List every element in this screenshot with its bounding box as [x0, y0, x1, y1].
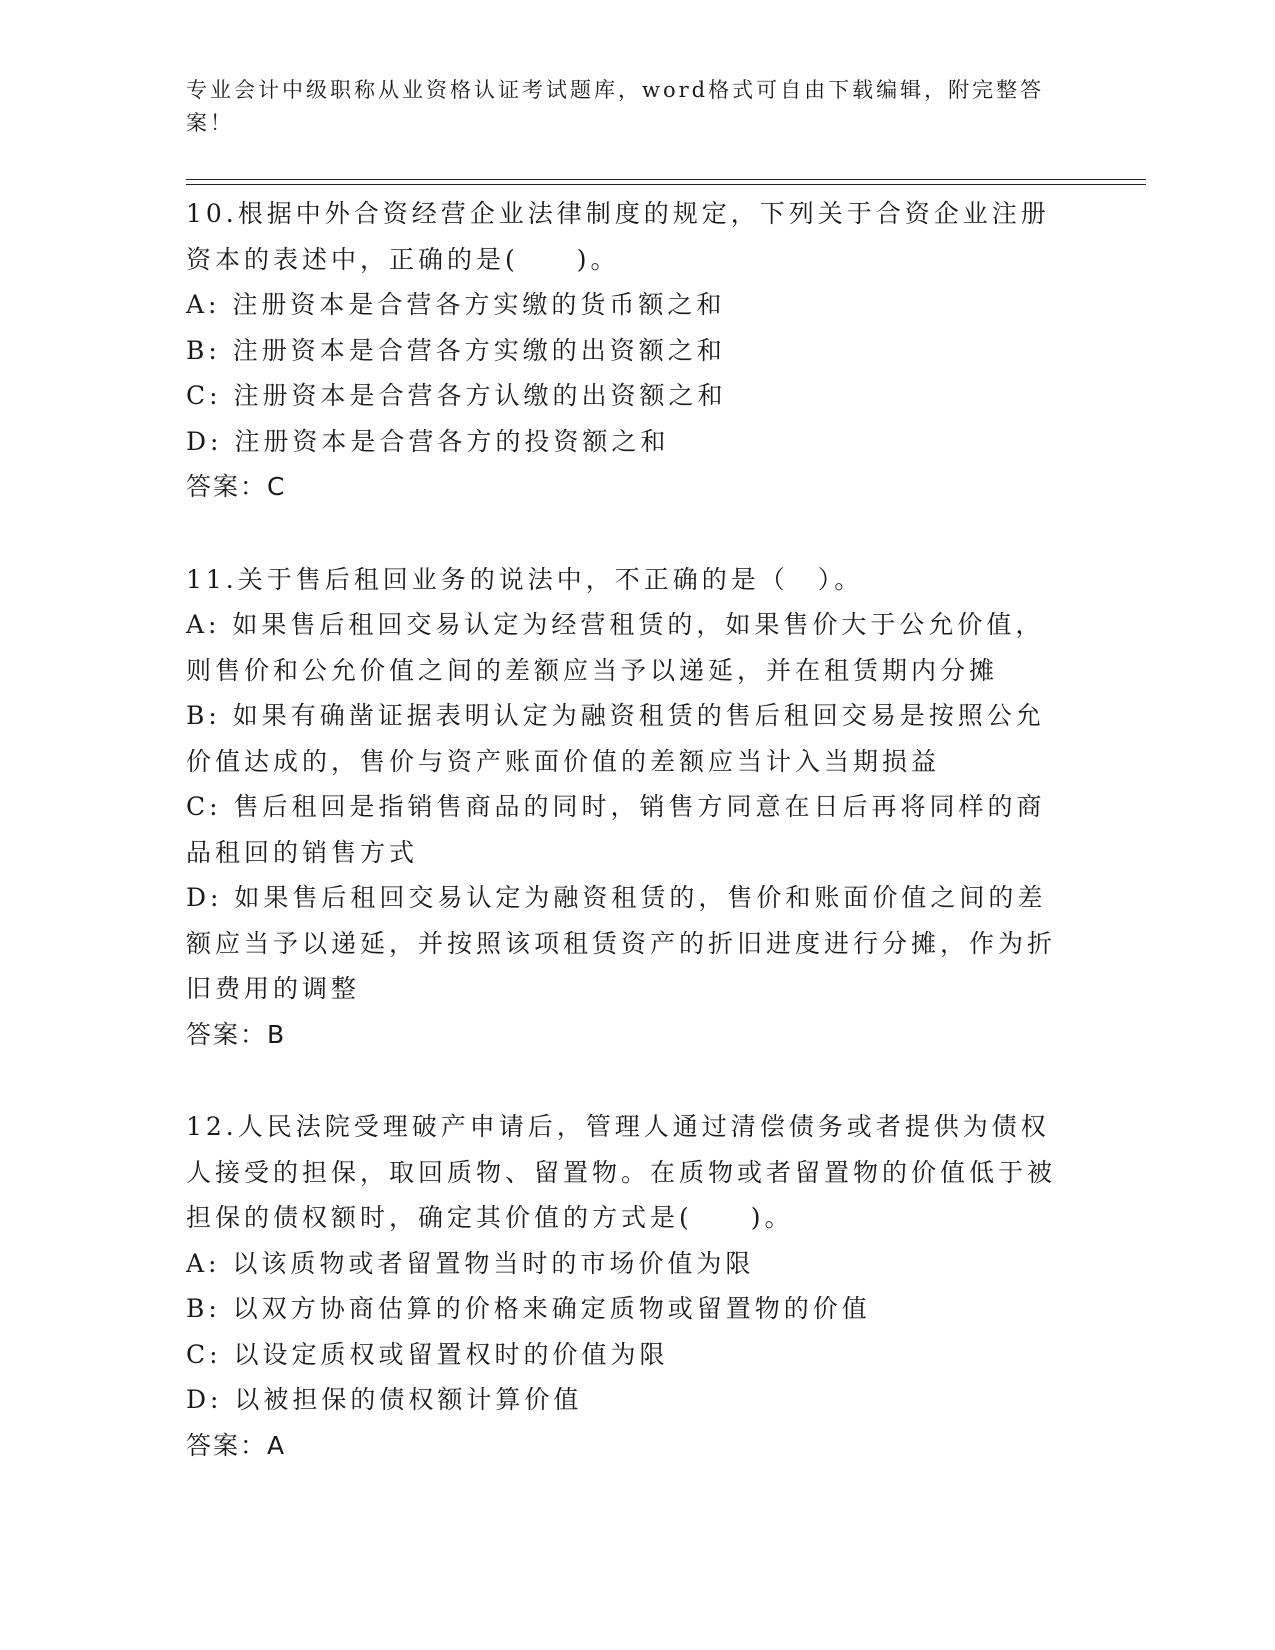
option-b: B: 注册资本是合营各方实缴的出资额之和	[186, 335, 726, 365]
question-10	[186, 191, 1066, 510]
option-d: D: 如果售后租回交易认定为融资租赁的，售价和账面价值之间的差额应当予以递延，并按照该项租赁资产的折旧进度进行分摊，作为折旧费用的调整	[186, 883, 1057, 1003]
question-stem: 10.根据中外合资经营企业法律制度的规定，下列关于合资企业注册资本的表述中，正确的是( )。	[186, 199, 1050, 274]
answer-line: 答案：A	[186, 1430, 287, 1460]
option-d: D: 注册资本是合营各方的投资额之和	[186, 426, 670, 456]
option-b: B: 以双方协商估算的价格来确定质物或留置物的价值	[186, 1294, 871, 1323]
option-c: C: 注册资本是合营各方认缴的出资额之和	[186, 381, 727, 410]
question-12	[186, 1104, 1066, 1468]
option-d: D: 以被担保的债权额计算价值	[186, 1385, 583, 1414]
page-header: 专业会计中级职称从业资格认证考试题库，word格式可自由下载编辑，附完整答案！	[186, 78, 1045, 135]
header-divider-bottom	[186, 184, 1146, 185]
answer-line: 答案：B	[186, 1019, 287, 1049]
option-c: C: 以设定质权或留置权时的价值为限	[186, 1339, 669, 1369]
option-a: A: 以该质物或者留置物当时的市场价值为限	[186, 1248, 755, 1278]
option-c: C: 售后租回是指销售商品的同时，销售方同意在日后再将同样的商品租回的销售方式	[186, 792, 1046, 867]
option-a: A: 注册资本是合营各方实缴的货币额之和	[186, 290, 726, 319]
question-stem: 11.关于售后租回业务的说法中，不正确的是（ ）。	[186, 564, 864, 594]
question-stem: 12.人民法院受理破产申请后，管理人通过清偿债务或者提供为债权人接受的担保，取回质物、留置物。在质物或者留置物的价值低于被担保的债权额时，确定其价值的方式是( )。	[186, 1112, 1057, 1232]
header-divider-top	[186, 179, 1146, 180]
question-11	[186, 557, 1066, 1058]
question-list	[186, 191, 1066, 1515]
option-a: A: 如果售后租回交易认定为经营租赁的，如果售价大于公允价值，则售价和公允价值之间的差额应当予以递延，并在租赁期内分摊	[186, 610, 1045, 685]
answer-line: 答案：C	[186, 472, 287, 501]
option-b: B: 如果有确凿证据表明认定为融资租赁的售后租回交易是按照公允价值达成的，售价与资产账面价值的差额应当计入当期损益	[186, 701, 1045, 776]
